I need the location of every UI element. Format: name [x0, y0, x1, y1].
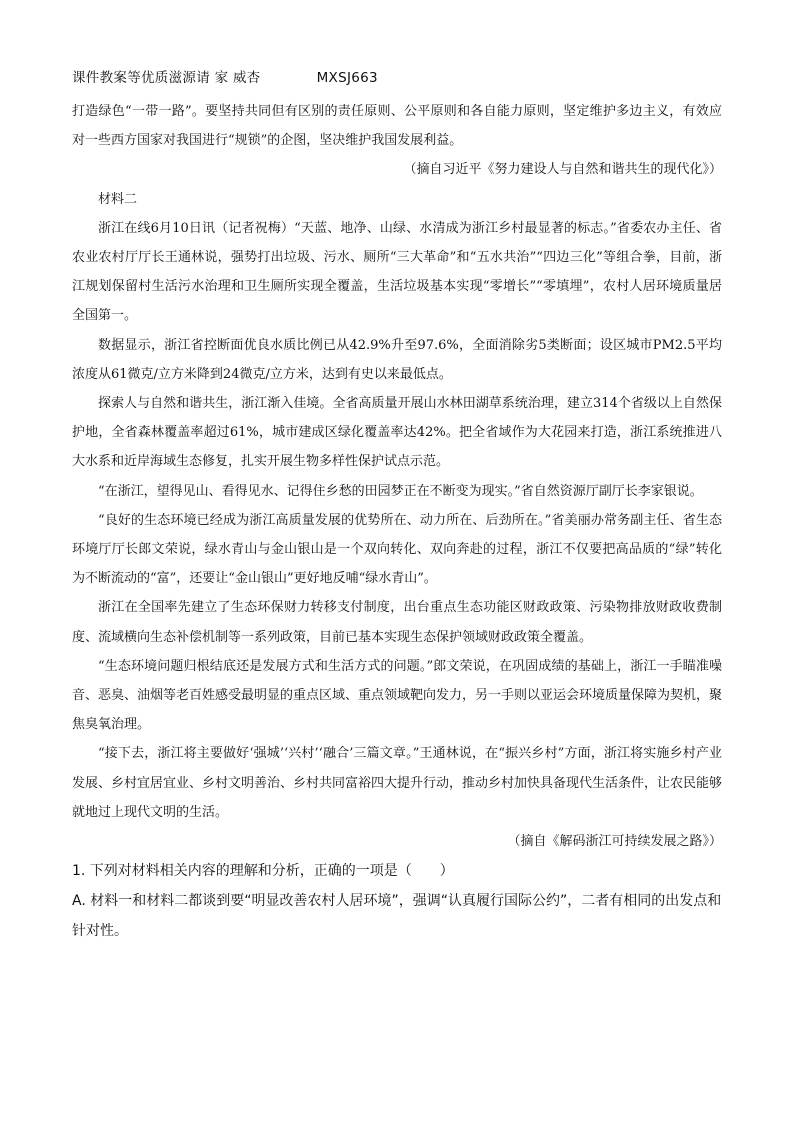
material2-paragraph: “在浙江，望得见山、看得见水、记得住乡愁的田园梦正在不断变为现实。”省自然资源厅副厅长李家银说。	[98, 483, 703, 499]
question-option-a: A. 材料一和材料二都谈到要“明显改善农村人居环境”，强调“认真履行国际公约”，二者有相同的出发点和针对性。	[72, 893, 722, 940]
material2-paragraph: 探索人与自然和谐共生，浙江渐入佳境。全省高质量开展山水林田湖草系统治理，建立314个省级以上自然保护地，全省森林覆盖率超过61%，城市建成区绿化覆盖率达42%。把全省域作为大花园来打造，浙江系统推进八大水系和近岸海域生态修复，扎实开展生物多样性保护试点示范。	[72, 396, 722, 470]
material1-tail-paragraph: 打造绿色“一带一路”。要坚持共同但有区别的责任原则、公平原则和各自能力原则，坚定维护多边主义，有效应对一些西方国家对我国进行“规锁”的企图，坚决维护我国发展利益。	[72, 104, 722, 149]
material2-paragraph: “良好的生态环境已经成为浙江高质量发展的优势所在、动力所在、后劲所在。”省美丽办常务副主任、省生态环境厅厅长郎文荣说，绿水青山与金山银山是一个双向转化、双向奔赴的过程，浙江不仅要把高品质的“绿”转化为不断流动的“富”，还要让“金山银山”更好地反哺“绿水青山”。	[72, 512, 722, 587]
material2-paragraph: 浙江在线6月10日讯（记者祝梅）“天蓝、地净、山绿、水清成为浙江乡村最显著的标志。”省委农办主任、省农业农村厅厅长王通林说，强势打出垃圾、污水、厕所“三大革命”和“五水共治”“四边三化”等组合拳，目前，浙江规划保留村生活污水治理和卫生厕所实现全覆盖，生活垃圾基本实现“零增长”“零填埋”，农村人居环境质量居全国第一。	[72, 220, 722, 324]
question-stem: 1. 下列对材料相关内容的理解和分析，正确的一项是（ ）	[72, 863, 454, 880]
material2-paragraph: “生态环境问题归根结底还是发展方式和生活方式的问题。”郎文荣说，在巩固成绩的基础上，浙江一手瞄准噪音、恶臭、油烟等老百姓感受最明显的重点区域、重点领域靶向发力，另一手则以亚运会环境质量保障为契机，聚焦臭氧治理。	[72, 658, 723, 733]
material1-source: （摘自习近平《努力建设人与自然和谐共生的现代化》）	[403, 162, 722, 178]
material2-paragraph: 数据显示，浙江省控断面优良水质比例已从42.9%升至97.6%，全面消除劣5类断面；设区城市PM2.5平均浓度从61微克/立方米降到24微克/立方米，达到有史以来最低点。	[72, 337, 722, 382]
material2-paragraph: 浙江在全国率先建立了生态环保财力转移支付制度，出台重点生态功能区财政政策、污染物排放财政收费制度、流域横向生态补偿机制等一系列政策，目前已基本实现生态保护领域财政政策全覆盖。	[72, 600, 722, 645]
header-code: MXSJ663	[316, 70, 378, 86]
material2-source: （摘自《解码浙江可持续发展之路》）	[507, 834, 722, 850]
document-body	[72, 97, 722, 946]
material2-paragraph: “接下去，浙江将主要做好‘强城’‘兴村’‘融合’三篇文章。”王通林说，在“振兴乡村”方面，浙江将实施乡村产业发展、乡村宜居宜业、乡村文明善治、乡村共同富裕四大提升行动，推动乡村加快具备现代生活条件，让农民能够就地过上现代文明的生活。	[72, 746, 723, 820]
material2-label: 材料二	[98, 191, 138, 207]
header-text: 课件教案等优质滋源请 家 威杏	[72, 70, 261, 86]
page-header	[72, 66, 378, 86]
